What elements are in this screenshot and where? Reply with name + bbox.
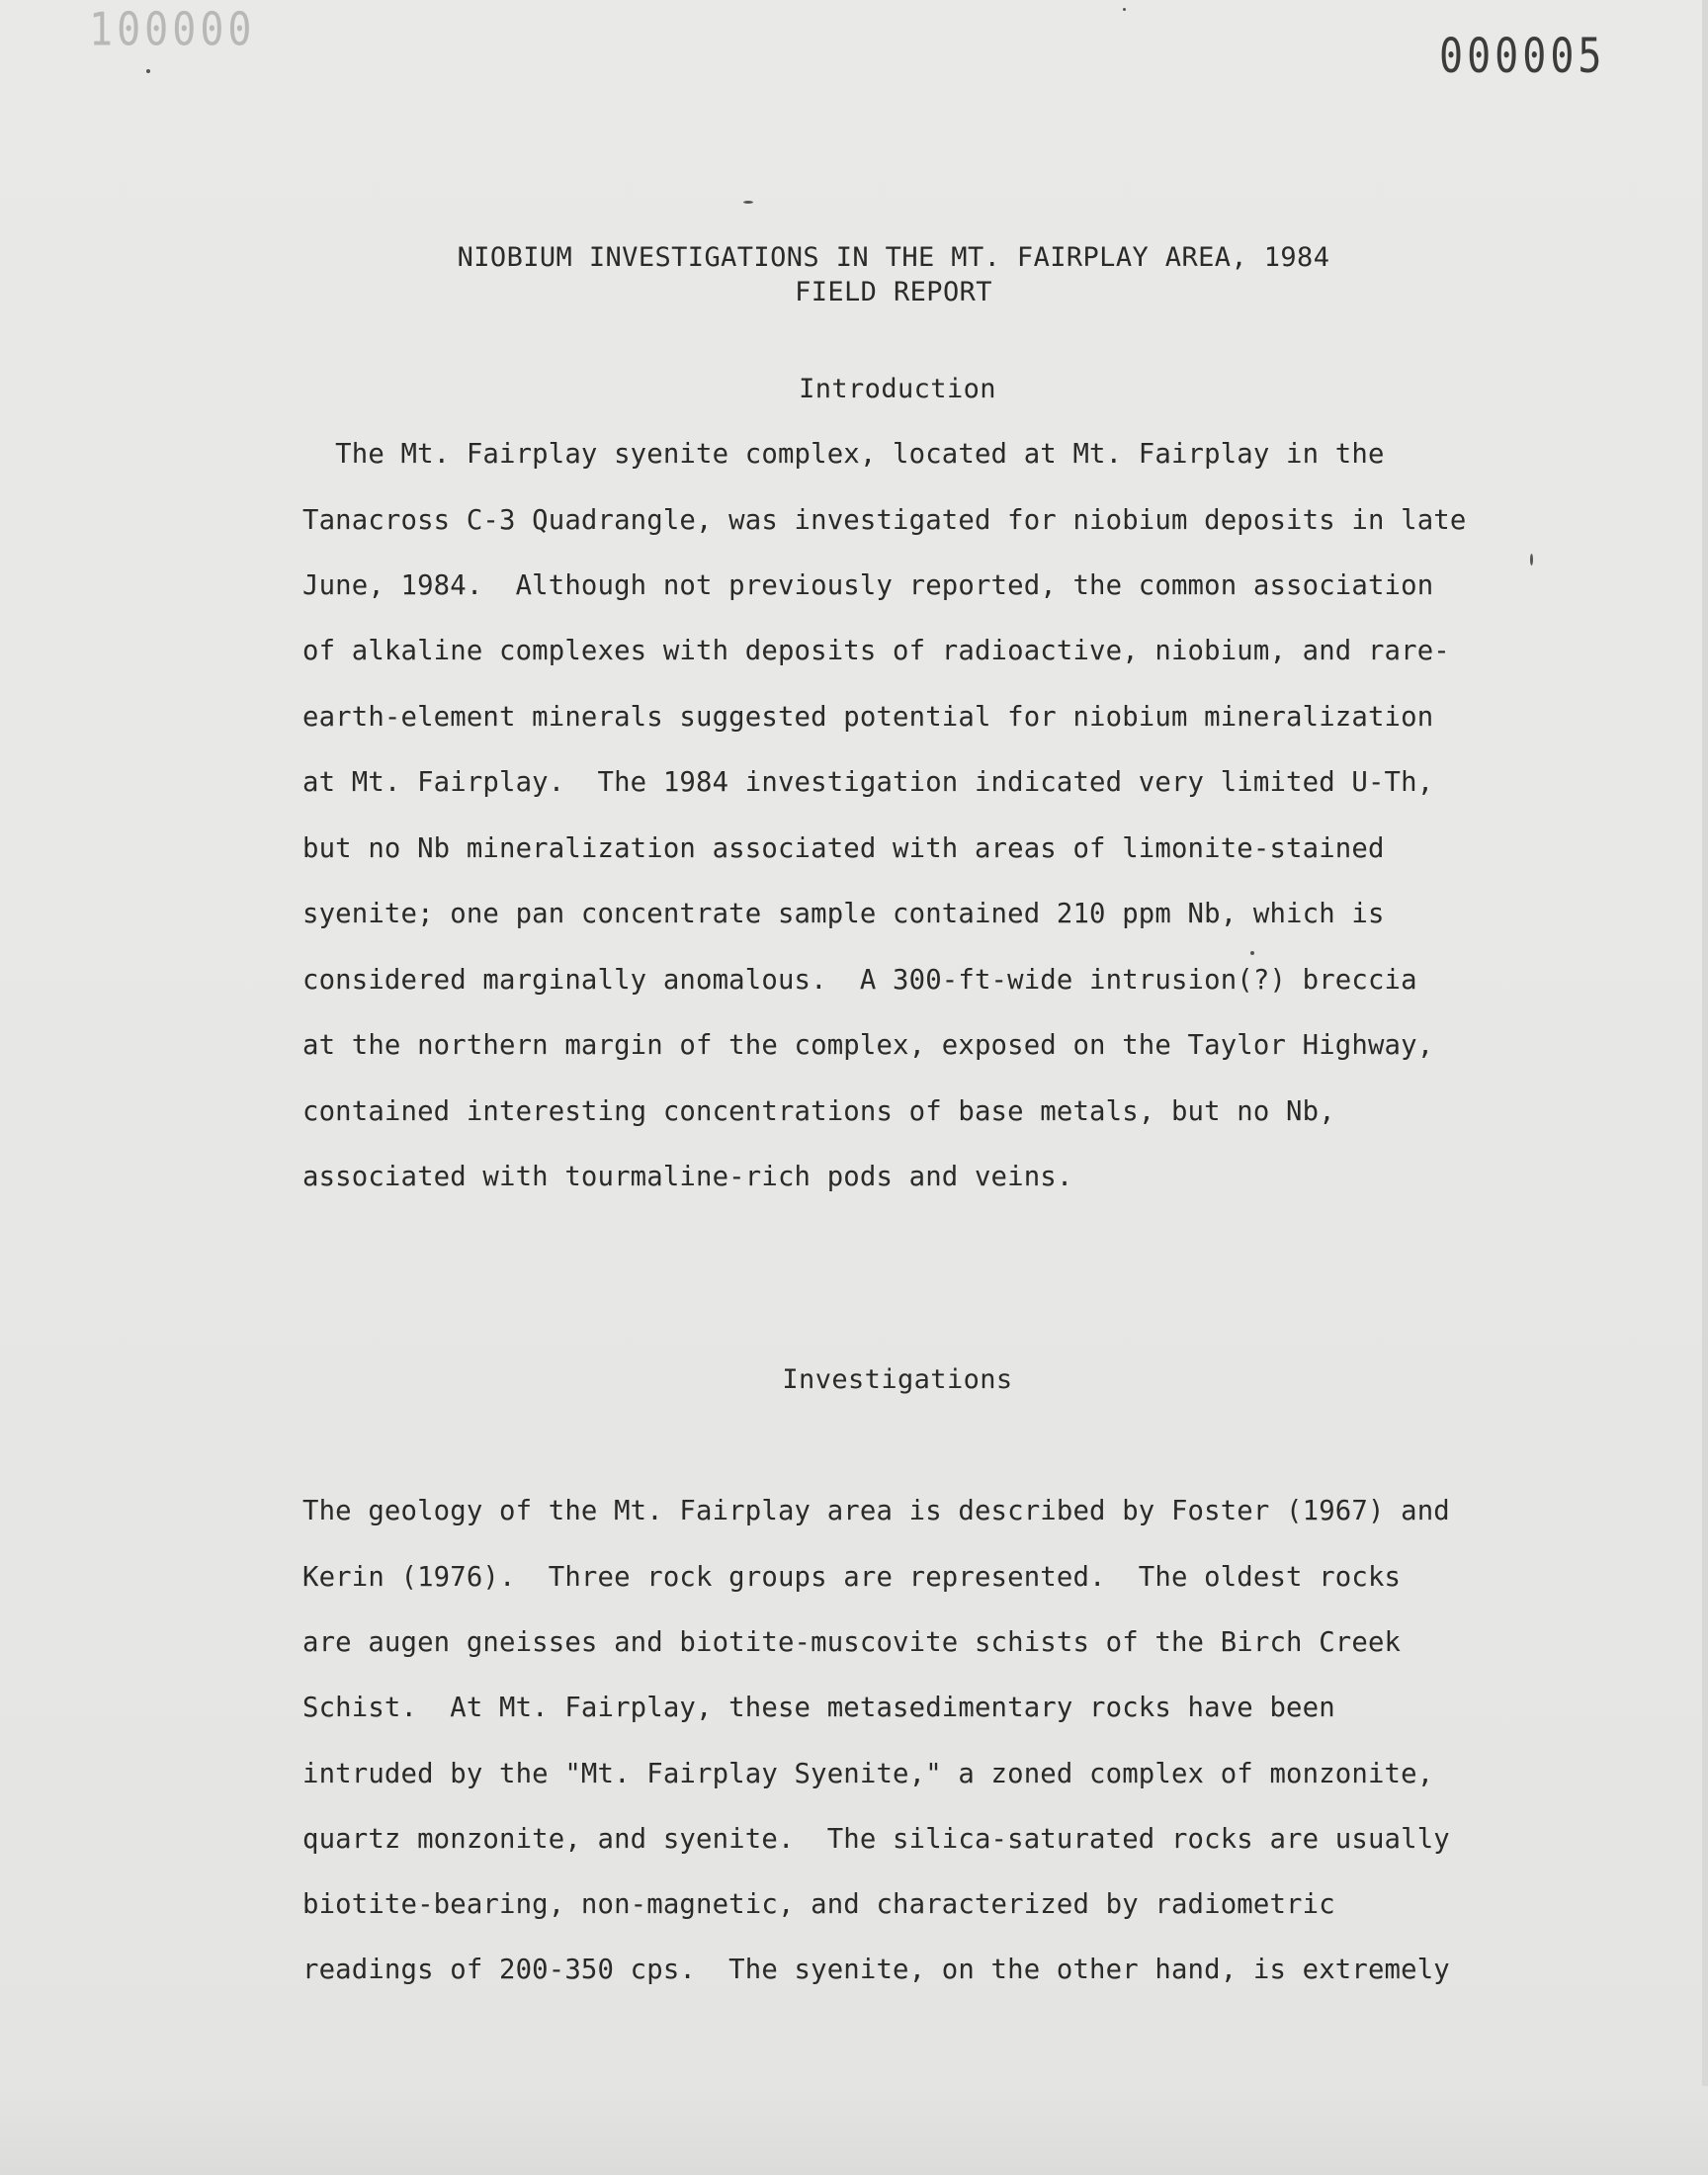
scan-speck [1530, 554, 1533, 566]
paragraph-line: earth-element minerals suggested potential for niobium mineralization [302, 702, 1434, 733]
page-bottom-band [0, 2086, 1708, 2175]
paragraph-line: are augen gneisses and biotite-muscovite schists of the Birch Creek [302, 1627, 1402, 1658]
paragraph-line: quartz monzonite, and syenite. The silica-saturated rocks are usually [302, 1824, 1450, 1855]
scan-speck [1123, 8, 1126, 11]
page-edge [1702, 0, 1708, 2175]
paragraph-line: associated with tourmaline-rich pods and veins. [302, 1162, 1073, 1192]
section-heading-introduction: Introduction [799, 374, 996, 404]
paragraph-line: The geology of the Mt. Fairplay area is described by Foster (1967) and [302, 1496, 1450, 1526]
report-title: NIOBIUM INVESTIGATIONS IN THE MT. FAIRPLAY AREA, 1984 [457, 242, 1330, 273]
page-number-stamp: 000005 [1439, 30, 1606, 85]
paragraph-line: at the northern margin of the complex, exposed on the Taylor Highway, [302, 1030, 1434, 1061]
paragraph-line: Schist. At Mt. Fairplay, these metasedimentary rocks have been [302, 1693, 1335, 1723]
paragraph-line: biotite-bearing, non-magnetic, and characterized by radiometric [302, 1889, 1335, 1920]
paragraph-line: at Mt. Fairplay. The 1984 investigation indicated very limited U-Th, [302, 767, 1434, 798]
scan-speck [1250, 951, 1254, 955]
scan-speck [743, 201, 753, 204]
paragraph-line: considered marginally anomalous. A 300-ft-wide intrusion(?) breccia [302, 965, 1417, 996]
paragraph-line: Kerin (1976). Three rock groups are represented. The oldest rocks [302, 1562, 1402, 1593]
paragraph-line: syenite; one pan concentrate sample contained 210 ppm Nb, which is [302, 899, 1385, 929]
paragraph-line: Tanacross C-3 Quadrangle, was investigated for niobium deposits in late [302, 505, 1467, 536]
page-number-stamp-faded: 100000 [89, 4, 256, 56]
scan-speck [146, 69, 150, 73]
paragraph-line: The Mt. Fairplay syenite complex, located at Mt. Fairplay in the [302, 439, 1385, 470]
paragraph-line: readings of 200-350 cps. The syenite, on the other hand, is extremely [302, 1955, 1450, 1985]
paragraph-line: June, 1984. Although not previously reported, the common association [302, 570, 1434, 601]
paragraph-line: intruded by the "Mt. Fairplay Syenite," a zoned complex of monzonite, [302, 1759, 1434, 1789]
report-subtitle: FIELD REPORT [795, 277, 992, 307]
paragraph-line: of alkaline complexes with deposits of radioactive, niobium, and rare- [302, 636, 1450, 666]
paragraph-line: contained interesting concentrations of base metals, but no Nb, [302, 1096, 1335, 1127]
section-heading-investigations: Investigations [782, 1364, 1013, 1395]
paragraph-line: but no Nb mineralization associated with areas of limonite-stained [302, 833, 1385, 864]
